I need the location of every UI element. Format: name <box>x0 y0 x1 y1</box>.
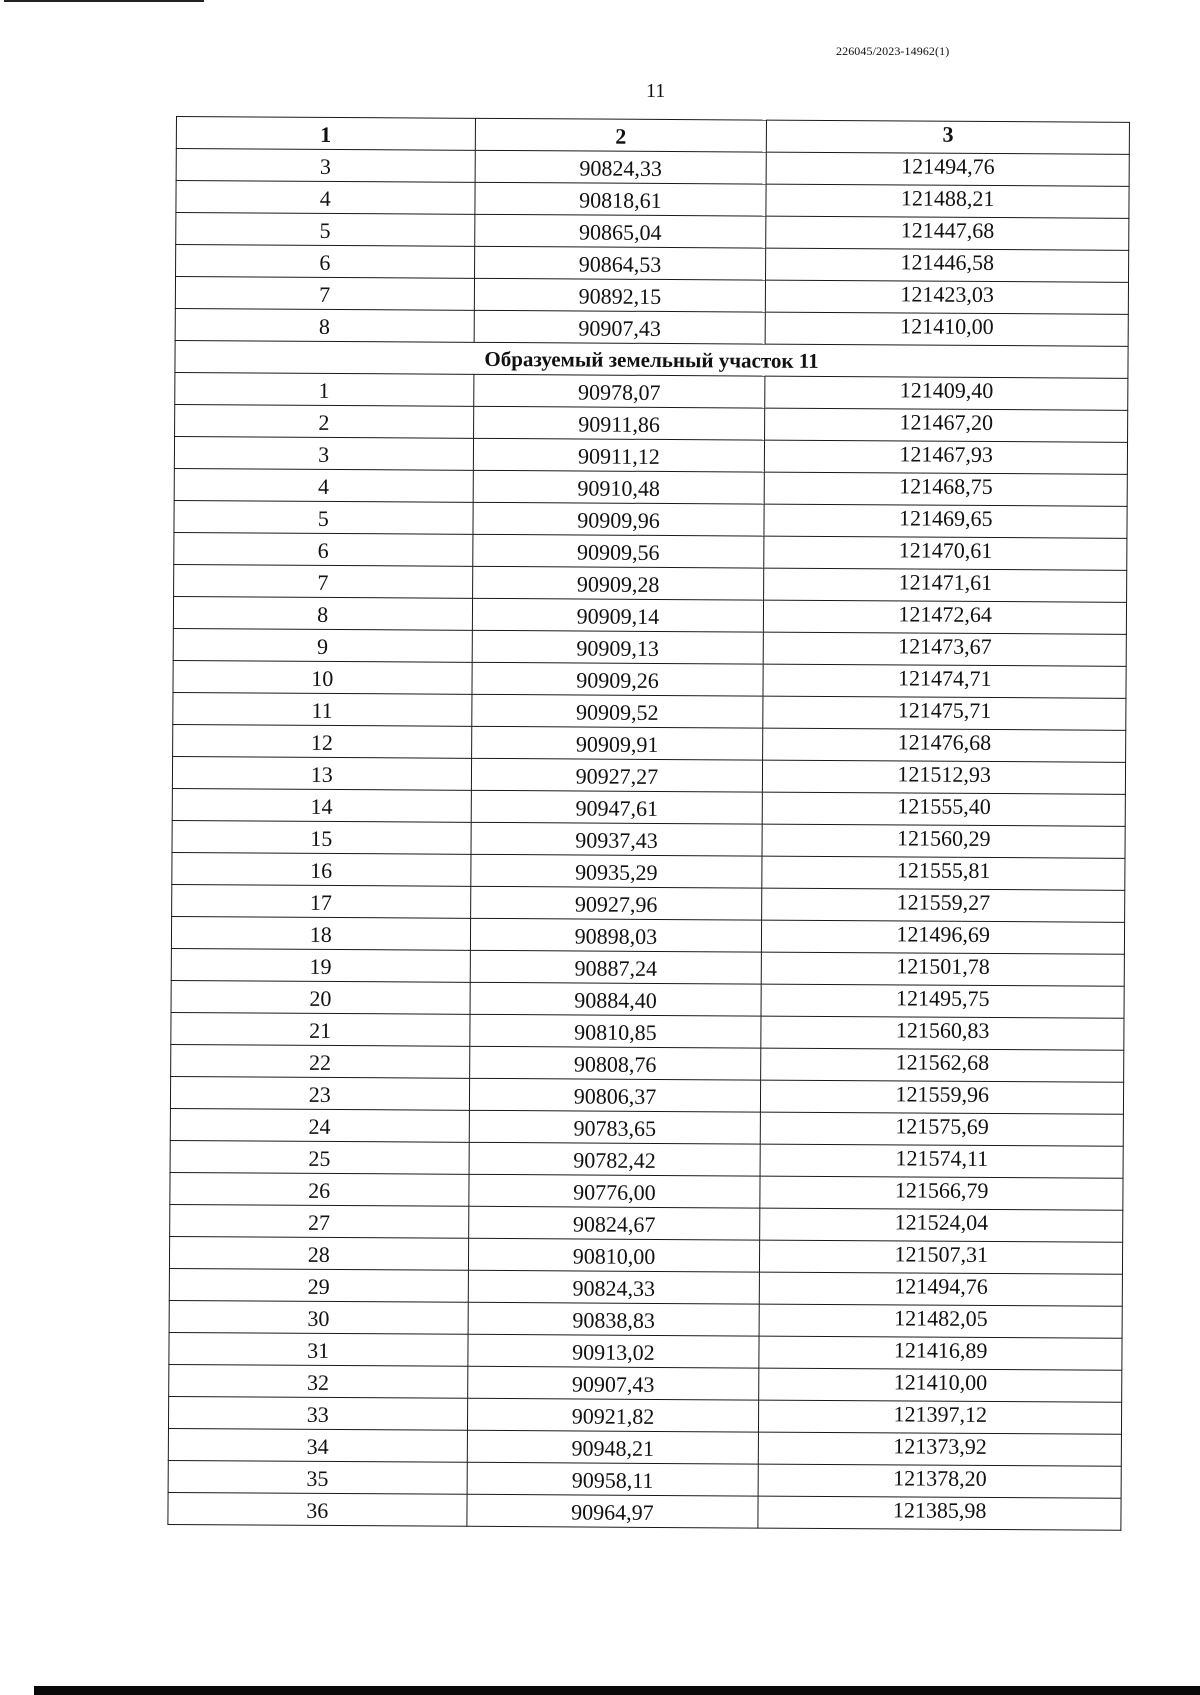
y-coordinate-cell: 121410,00 <box>766 312 1129 346</box>
point-number-cell: 31 <box>169 1332 468 1366</box>
y-coordinate-cell: 121446,58 <box>766 248 1129 282</box>
x-coordinate-cell: 90909,13 <box>472 630 764 664</box>
x-coordinate-cell: 90947,61 <box>471 790 763 824</box>
point-number-cell: 1 <box>175 372 474 406</box>
point-number-cell: 27 <box>170 1204 469 1238</box>
table-row <box>172 756 1125 794</box>
table-row <box>173 660 1126 698</box>
y-coordinate-cell: 121447,68 <box>766 216 1129 250</box>
table-row <box>168 1492 1121 1530</box>
point-number-cell: 13 <box>172 756 471 790</box>
point-number-cell: 25 <box>170 1140 469 1174</box>
y-coordinate-cell: 121373,92 <box>759 1432 1122 1466</box>
point-number-cell: 12 <box>173 724 472 758</box>
point-number-cell: 6 <box>176 245 475 279</box>
point-number-cell: 35 <box>168 1460 467 1494</box>
y-coordinate-cell: 121575,69 <box>761 1112 1124 1146</box>
scan-bottom-edge <box>34 1686 1200 1695</box>
y-coordinate-cell: 121410,00 <box>759 1368 1122 1402</box>
coordinates-table-container <box>167 116 1130 1531</box>
x-coordinate-cell: 90887,24 <box>470 950 762 984</box>
point-number-cell: 28 <box>169 1236 468 1270</box>
y-coordinate-cell: 121385,98 <box>758 1496 1121 1530</box>
table-row <box>171 1012 1124 1050</box>
y-coordinate-cell: 121470,61 <box>764 536 1127 570</box>
table-row <box>174 500 1127 538</box>
y-coordinate-cell: 121409,40 <box>765 376 1128 410</box>
x-coordinate-cell: 90935,29 <box>470 854 762 888</box>
table-row <box>172 884 1125 922</box>
table-row <box>172 788 1125 826</box>
x-coordinate-cell: 90958,11 <box>467 1462 759 1496</box>
table-body <box>168 117 1130 1531</box>
y-coordinate-cell: 121507,31 <box>760 1240 1123 1274</box>
y-coordinate-cell: 121559,27 <box>762 888 1125 922</box>
point-number-cell: 22 <box>171 1044 470 1078</box>
x-coordinate-cell: 90898,03 <box>470 918 762 952</box>
point-number-cell: 32 <box>169 1364 468 1398</box>
x-coordinate-cell: 90913,02 <box>467 1334 759 1368</box>
y-coordinate-cell: 121469,65 <box>764 504 1127 538</box>
x-coordinate-cell: 90824,67 <box>468 1206 760 1240</box>
table-row <box>173 724 1126 762</box>
point-number-cell: 5 <box>174 500 473 534</box>
point-number-cell: 34 <box>168 1428 467 1462</box>
x-coordinate-cell: 90978,07 <box>473 374 765 408</box>
x-coordinate-cell: 90818,61 <box>474 182 766 216</box>
y-coordinate-cell: 121468,75 <box>765 472 1128 506</box>
y-coordinate-cell: 121467,20 <box>765 408 1128 442</box>
y-coordinate-cell: 121467,93 <box>765 440 1128 474</box>
x-coordinate-cell: 90964,97 <box>466 1494 758 1528</box>
x-coordinate-cell: 90909,91 <box>471 726 763 760</box>
table-row <box>176 181 1129 219</box>
point-number-cell: 14 <box>172 788 471 822</box>
table-row <box>169 1300 1122 1338</box>
x-coordinate-cell: 90824,33 <box>468 1270 760 1304</box>
point-number-cell: 8 <box>173 596 472 630</box>
table-row <box>168 1460 1121 1498</box>
x-coordinate-cell: 90783,65 <box>469 1110 761 1144</box>
point-number-cell: 17 <box>172 884 471 918</box>
x-coordinate-cell: 90909,26 <box>472 662 764 696</box>
x-coordinate-cell: 90909,96 <box>472 502 764 536</box>
table-row <box>176 245 1129 283</box>
x-coordinate-cell: 90909,28 <box>472 566 764 600</box>
table-row <box>174 468 1127 506</box>
y-coordinate-cell: 121423,03 <box>766 280 1129 314</box>
page-number: 11 <box>646 80 666 102</box>
table-row <box>169 1268 1122 1306</box>
x-coordinate-cell: 90907,43 <box>474 310 766 344</box>
y-coordinate-cell: 121482,05 <box>759 1304 1122 1338</box>
point-number-cell: 19 <box>171 948 470 982</box>
y-coordinate-cell: 121494,76 <box>760 1272 1123 1306</box>
table-row <box>170 1108 1123 1146</box>
y-coordinate-cell: 121555,81 <box>762 856 1125 890</box>
point-number-cell: 4 <box>176 181 475 215</box>
table-row <box>175 404 1128 442</box>
point-number-cell: 33 <box>168 1396 467 1430</box>
table-row <box>175 372 1128 410</box>
point-number-cell: 2 <box>175 404 474 438</box>
table-row <box>172 820 1125 858</box>
y-coordinate-cell: 121495,75 <box>761 984 1124 1018</box>
y-coordinate-cell: 121574,11 <box>760 1144 1123 1178</box>
point-number-cell: 3 <box>174 436 473 470</box>
point-number-cell: 15 <box>172 820 471 854</box>
table-row <box>172 852 1125 890</box>
x-coordinate-cell: 90927,27 <box>471 758 763 792</box>
x-coordinate-cell: 90911,86 <box>473 406 765 440</box>
y-coordinate-cell: 121562,68 <box>761 1048 1124 1082</box>
y-coordinate-cell: 121397,12 <box>759 1400 1122 1434</box>
x-coordinate-cell: 90806,37 <box>469 1078 761 1112</box>
table-row <box>176 213 1129 251</box>
x-coordinate-cell: 90909,14 <box>472 598 764 632</box>
table-row <box>168 1396 1121 1434</box>
table-row <box>169 1236 1122 1274</box>
x-coordinate-cell: 90909,56 <box>472 534 764 568</box>
x-coordinate-cell: 90776,00 <box>468 1174 760 1208</box>
y-coordinate-cell: 121473,67 <box>764 632 1127 666</box>
y-coordinate-cell: 121501,78 <box>762 952 1125 986</box>
y-coordinate-cell: 121566,79 <box>760 1176 1123 1210</box>
x-coordinate-cell: 90921,82 <box>467 1398 759 1432</box>
y-coordinate-cell: 121559,96 <box>761 1080 1124 1114</box>
point-number-cell: 11 <box>173 692 472 726</box>
header-col-3: 3 <box>767 120 1130 154</box>
table-row <box>176 149 1129 187</box>
table-row <box>170 1172 1123 1210</box>
header-col-2: 2 <box>475 118 767 152</box>
table-row <box>170 1140 1123 1178</box>
table-row <box>174 564 1127 602</box>
y-coordinate-cell: 121472,64 <box>764 600 1127 634</box>
x-coordinate-cell: 90810,00 <box>468 1238 760 1272</box>
table-row <box>173 596 1126 634</box>
point-number-cell: 4 <box>174 468 473 502</box>
table-row <box>169 1364 1122 1402</box>
point-number-cell: 18 <box>171 916 470 950</box>
point-number-cell: 20 <box>171 980 470 1014</box>
x-coordinate-cell: 90808,76 <box>469 1046 761 1080</box>
table-row <box>175 277 1128 315</box>
x-coordinate-cell: 90838,83 <box>468 1302 760 1336</box>
point-number-cell: 9 <box>173 628 472 662</box>
point-number-cell: 36 <box>168 1492 467 1526</box>
x-coordinate-cell: 90910,48 <box>473 470 765 504</box>
point-number-cell: 26 <box>170 1172 469 1206</box>
x-coordinate-cell: 90884,40 <box>470 982 762 1016</box>
point-number-cell: 5 <box>176 213 475 247</box>
table-row <box>171 948 1124 986</box>
x-coordinate-cell: 90909,52 <box>471 694 763 728</box>
point-number-cell: 16 <box>172 852 471 886</box>
point-number-cell: 8 <box>175 308 474 342</box>
coordinates-table <box>167 116 1130 1531</box>
y-coordinate-cell: 121494,76 <box>767 152 1130 186</box>
x-coordinate-cell: 90810,85 <box>469 1014 761 1048</box>
document-id: 226045/2023-14962(1) <box>836 44 950 58</box>
x-coordinate-cell: 90824,33 <box>475 150 767 184</box>
section-title: Образуемый земельный участок 11 <box>175 340 1128 378</box>
point-number-cell: 23 <box>170 1076 469 1110</box>
y-coordinate-cell: 121416,89 <box>759 1336 1122 1370</box>
y-coordinate-cell: 121471,61 <box>764 568 1127 602</box>
y-coordinate-cell: 121560,29 <box>762 824 1125 858</box>
y-coordinate-cell: 121555,40 <box>763 792 1126 826</box>
table-header-row <box>176 117 1129 155</box>
table-row <box>173 692 1126 730</box>
y-coordinate-cell: 121512,93 <box>763 760 1126 794</box>
table-row <box>169 1332 1122 1370</box>
table-row <box>170 1204 1123 1242</box>
table-row <box>174 436 1127 474</box>
point-number-cell: 21 <box>171 1012 470 1046</box>
x-coordinate-cell: 90864,53 <box>474 246 766 280</box>
point-number-cell: 6 <box>174 532 473 566</box>
x-coordinate-cell: 90937,43 <box>471 822 763 856</box>
table-row <box>171 916 1124 954</box>
table-row <box>171 1044 1124 1082</box>
point-number-cell: 7 <box>174 564 473 598</box>
y-coordinate-cell: 121475,71 <box>763 696 1126 730</box>
x-coordinate-cell: 90865,04 <box>474 214 766 248</box>
x-coordinate-cell: 90907,43 <box>467 1366 759 1400</box>
table-row <box>174 532 1127 570</box>
y-coordinate-cell: 121560,83 <box>761 1016 1124 1050</box>
y-coordinate-cell: 121476,68 <box>763 728 1126 762</box>
scan-edge-line <box>4 0 204 2</box>
table-row <box>170 1076 1123 1114</box>
x-coordinate-cell: 90911,12 <box>473 438 765 472</box>
y-coordinate-cell: 121524,04 <box>760 1208 1123 1242</box>
x-coordinate-cell: 90927,96 <box>470 886 762 920</box>
point-number-cell: 24 <box>170 1108 469 1142</box>
header-col-1: 1 <box>176 117 475 151</box>
x-coordinate-cell: 90948,21 <box>467 1430 759 1464</box>
table-row <box>171 980 1124 1018</box>
table-row <box>168 1428 1121 1466</box>
table-row <box>173 628 1126 666</box>
table-row <box>175 308 1128 346</box>
point-number-cell: 7 <box>175 277 474 311</box>
x-coordinate-cell: 90892,15 <box>474 278 766 312</box>
y-coordinate-cell: 121378,20 <box>759 1464 1122 1498</box>
point-number-cell: 3 <box>176 149 475 183</box>
y-coordinate-cell: 121496,69 <box>762 920 1125 954</box>
y-coordinate-cell: 121488,21 <box>766 184 1129 218</box>
point-number-cell: 29 <box>169 1268 468 1302</box>
point-number-cell: 30 <box>169 1300 468 1334</box>
y-coordinate-cell: 121474,71 <box>763 664 1126 698</box>
point-number-cell: 10 <box>173 660 472 694</box>
x-coordinate-cell: 90782,42 <box>469 1142 761 1176</box>
